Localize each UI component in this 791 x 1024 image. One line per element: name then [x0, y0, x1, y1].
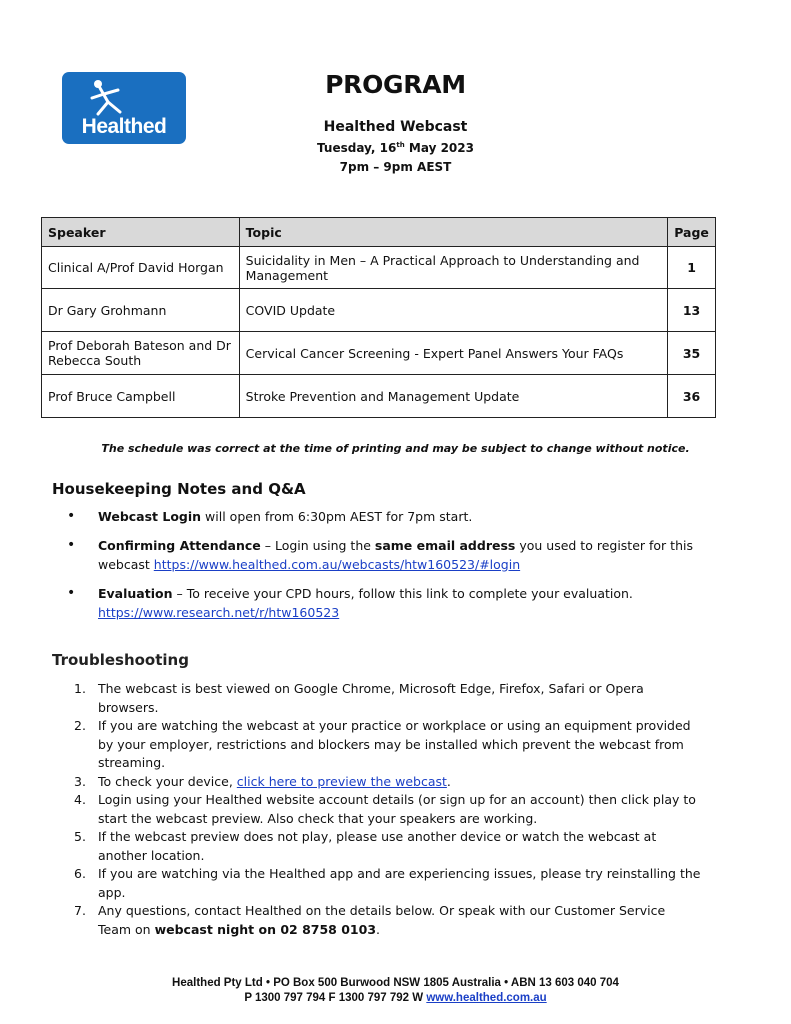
table-header-row	[42, 218, 716, 247]
list-item: 2. If you are watching the webcast at your practice or workplace or using an equipment provided by your employer, restrictions and blockers may be installed which prevent the webcast from streaming.	[74, 718, 691, 770]
topic-cell: Stroke Prevention and Management Update	[239, 375, 667, 418]
speaker-cell: Dr Gary Grohmann	[42, 289, 240, 332]
col-topic: Topic	[239, 218, 667, 247]
topic-cell: COVID Update	[239, 289, 667, 332]
speaker-cell: Prof Deborah Bateson and Dr Rebecca South	[42, 332, 240, 375]
page-cell: 13	[668, 289, 716, 332]
page-cell: 35	[668, 332, 716, 375]
troubleshooting-list	[52, 680, 702, 939]
page-title: PROGRAM	[325, 70, 466, 99]
table-row	[42, 375, 716, 418]
housekeeping-heading: Housekeeping Notes and Q&A	[52, 480, 306, 498]
col-speaker: Speaker	[42, 218, 240, 247]
webcast-date: Tuesday, 16th May 2023	[317, 141, 474, 155]
page-cell: 1	[668, 247, 716, 289]
col-page: Page	[668, 218, 716, 247]
troubleshooting-heading: Troubleshooting	[52, 651, 189, 669]
webcast-time: 7pm – 9pm AEST	[339, 160, 452, 174]
evaluation-link[interactable]: https://www.research.net/r/htw160523	[98, 605, 340, 620]
schedule-note: The schedule was correct at the time of printing and may be subject to change without notice.	[101, 442, 690, 455]
footer-address: Healthed Pty Ltd • PO Box 500 Burwood NSW 1805 Australia • ABN 13 603 040 704	[172, 977, 619, 989]
footer-contact: P 1300 797 794 F 1300 797 792 W www.healthed.com.au	[244, 992, 547, 1004]
preview-webcast-link[interactable]: click here to preview the webcast	[236, 773, 447, 789]
list-item: 4. Login using your Healthed website account details (or sign up for an account) then click play to start the webcast preview. Also check that your speakers are working.	[74, 792, 696, 826]
housekeeping-list	[52, 507, 702, 632]
list-item: • Confirming Attendance – Login using the same email address you used to register for this webcast https://www.healthed.com.au/webcasts/htw160523/#login	[52, 536, 702, 574]
webcast-title: Healthed Webcast	[323, 119, 468, 135]
list-item: 3. To check your device, click here to preview the webcast.	[74, 773, 451, 789]
topic-cell: Suicidality in Men – A Practical Approach to Understanding and Management	[239, 247, 667, 289]
list-item: 7. Any questions, contact Healthed on the details below. Or speak with our Customer Service Team on webcast night on 02 8758 0103.	[74, 903, 666, 937]
speaker-cell: Prof Bruce Campbell	[42, 375, 240, 418]
table-row	[42, 332, 716, 375]
login-link[interactable]: https://www.healthed.com.au/webcasts/htw160523/#login	[153, 557, 521, 572]
footer	[0, 976, 791, 1006]
program-table	[41, 217, 716, 418]
table-row	[42, 289, 716, 332]
list-item: • Webcast Login will open from 6:30pm AEST for 7pm start.	[52, 507, 702, 526]
list-item: • Evaluation – To receive your CPD hours, follow this link to complete your evaluation. https://www.research.net/r/htw160523	[52, 584, 702, 622]
topic-cell: Cervical Cancer Screening - Expert Panel Answers Your FAQs	[239, 332, 667, 375]
list-item: 1. The webcast is best viewed on Google Chrome, Microsoft Edge, Firefox, Safari or Opera browsers.	[74, 681, 644, 715]
website-link[interactable]: www.healthed.com.au	[426, 992, 547, 1004]
speaker-cell: Clinical A/Prof David Horgan	[42, 247, 240, 289]
list-item: 6. If you are watching via the Healthed app and are experiencing issues, please try reinstalling the app.	[74, 866, 701, 900]
list-item: 5. If the webcast preview does not play, please use another device or watch the webcast at another location.	[74, 829, 657, 863]
table-row	[42, 247, 716, 289]
page-cell: 36	[668, 375, 716, 418]
logo-wordmark: Healthed	[81, 115, 167, 138]
